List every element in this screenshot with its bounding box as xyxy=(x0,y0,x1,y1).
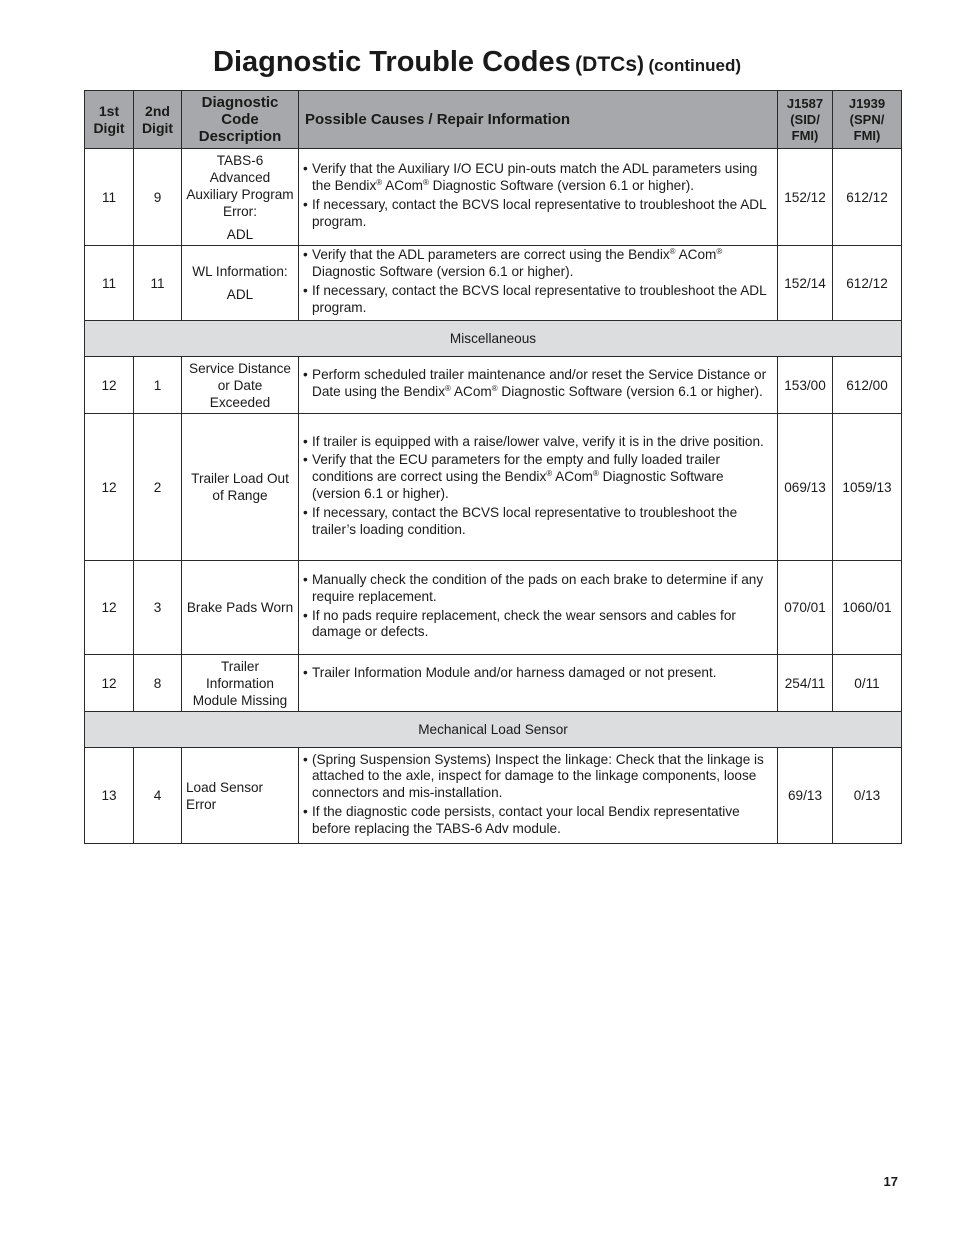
cause-item xyxy=(303,367,773,401)
j1939-cell: 1059/13 xyxy=(833,414,902,561)
cause-text: If necessary, contact the BCVS local representative to troubleshoot the ADL program. xyxy=(312,283,767,315)
bullet-icon: • xyxy=(303,504,308,520)
description-text: TABS-6 Advanced Auxiliary Program Error: xyxy=(186,152,294,219)
cause-text: If necessary, contact the BCVS local representative to troubleshoot the ADL program. xyxy=(312,197,767,229)
second-digit-cell: 8 xyxy=(134,655,182,712)
header-causes: Possible Causes / Repair Information xyxy=(299,91,778,149)
causes-cell xyxy=(299,748,778,844)
description-text: Trailer Load Out of Range xyxy=(191,471,289,503)
j1587-cell: 153/00 xyxy=(778,357,833,414)
j1939-cell: 0/11 xyxy=(833,655,902,712)
table-row xyxy=(85,246,902,321)
description-text: Brake Pads Worn xyxy=(186,600,294,615)
j1587-cell: 152/12 xyxy=(778,149,833,246)
table-row xyxy=(85,414,902,561)
second-digit-cell: 3 xyxy=(134,561,182,655)
j1587-cell: 69/13 xyxy=(778,748,833,844)
table-row xyxy=(85,149,902,246)
j1939-cell: 0/13 xyxy=(833,748,902,844)
causes-cell xyxy=(299,414,778,561)
header-description: Diagnostic Code Description xyxy=(182,91,299,149)
cause-item xyxy=(303,804,773,838)
header-j1939: J1939 (SPN/ FMI) xyxy=(833,91,902,149)
cause-item xyxy=(303,665,773,682)
bullet-icon: • xyxy=(303,571,308,587)
causes-cell xyxy=(299,561,778,655)
causes-list xyxy=(303,161,773,230)
section-row-miscellaneous xyxy=(85,321,902,357)
j1939-cell: 1060/01 xyxy=(833,561,902,655)
table-row xyxy=(85,561,902,655)
bullet-icon: • xyxy=(303,367,308,383)
title-continued: (continued) xyxy=(648,56,741,75)
cause-text: Manually check the condition of the pads on each brake to determine if any require replacement. xyxy=(312,571,764,604)
causes-list xyxy=(303,752,773,838)
cause-item xyxy=(303,434,773,451)
causes-list xyxy=(303,665,773,682)
cause-text: Verify that the Auxiliary I/O ECU pin-outs match the ADL parameters using the Bendix® ACom® Diagnostic Software (version 6.1 or higher). xyxy=(312,161,758,194)
cause-text: Verify that the ECU parameters for the empty and fully loaded trailer conditions are correct using the Bendix® ACom® Diagnostic Software (version 6.1 or higher). xyxy=(312,452,724,501)
bullet-icon: • xyxy=(303,803,308,819)
header-j1587: J1587 (SID/ FMI) xyxy=(778,91,833,149)
j1939-cell: 612/12 xyxy=(833,246,902,321)
j1587-cell: 070/01 xyxy=(778,561,833,655)
section-label: Mechanical Load Sensor xyxy=(85,712,902,748)
cause-text: Trailer Information Module and/or harness damaged or not present. xyxy=(312,665,717,680)
bullet-icon: • xyxy=(303,433,308,449)
bullet-icon: • xyxy=(303,247,308,263)
description-subtext: ADL xyxy=(226,287,254,302)
description-cell xyxy=(182,561,299,655)
second-digit-cell: 1 xyxy=(134,357,182,414)
table-row xyxy=(85,357,902,414)
header-second-digit: 2nd Digit xyxy=(134,91,182,149)
cause-item xyxy=(303,505,773,539)
bullet-icon: • xyxy=(303,751,308,767)
cause-item xyxy=(303,197,773,231)
description-text: Service Distance or Date Exceeded xyxy=(189,360,291,410)
description-cell xyxy=(182,357,299,414)
table-row xyxy=(85,655,902,712)
causes-cell xyxy=(299,149,778,246)
j1939-cell: 612/00 xyxy=(833,357,902,414)
cause-item xyxy=(303,608,773,642)
cause-text: If the diagnostic code persists, contact your local Bendix representative before replacing the TABS-6 Adv module. xyxy=(312,803,740,836)
dtc-table xyxy=(84,90,902,844)
header-first-digit: 1st Digit xyxy=(85,91,134,149)
cause-item xyxy=(303,452,773,502)
cause-item xyxy=(303,283,773,317)
first-digit-cell: 11 xyxy=(85,149,134,246)
second-digit-cell: 4 xyxy=(134,748,182,844)
title-sub: (DTCs) xyxy=(575,53,644,76)
j1587-cell: 152/14 xyxy=(778,246,833,321)
bullet-icon: • xyxy=(303,607,308,623)
cause-item xyxy=(303,572,773,606)
bullet-icon: • xyxy=(303,283,308,298)
second-digit-cell: 2 xyxy=(134,414,182,561)
table-header-row xyxy=(85,91,902,149)
description-text: Load Sensor Error xyxy=(186,779,264,812)
cause-text: Perform scheduled trailer maintenance and/or reset the Service Distance or Date using the Bendix® ACom® Diagnostic Software (version 6.1 or higher). xyxy=(312,367,767,399)
causes-list xyxy=(303,572,773,641)
bullet-icon: • xyxy=(303,197,308,212)
description-text: WL Information: xyxy=(192,264,288,279)
cause-text: If trailer is equipped with a raise/lower valve, verify it is in the drive position. xyxy=(312,433,764,449)
cause-item xyxy=(303,247,773,281)
causes-list xyxy=(303,247,773,316)
description-cell xyxy=(182,748,299,844)
bullet-icon: • xyxy=(303,452,308,468)
cause-text: If necessary, contact the BCVS local representative to troubleshoot the trailer’s loading condition. xyxy=(312,504,738,537)
cause-text: (Spring Suspension Systems) Inspect the linkage: Check that the linkage is attached to the axle, inspect for damage to the linkage components, loose connectors and mis-installation. xyxy=(312,751,764,801)
description-text: Trailer Information Module Missing xyxy=(192,658,288,708)
second-digit-cell: 11 xyxy=(134,246,182,321)
description-cell xyxy=(182,149,299,246)
causes-list xyxy=(303,434,773,539)
causes-list xyxy=(303,367,773,401)
description-cell xyxy=(182,414,299,561)
first-digit-cell: 12 xyxy=(85,414,134,561)
cause-text: If no pads require replacement, check the wear sensors and cables for damage or defects. xyxy=(312,607,736,640)
causes-cell xyxy=(299,246,778,321)
description-subtext: ADL xyxy=(226,226,254,242)
second-digit-cell: 9 xyxy=(134,149,182,246)
section-row-mechanical-load-sensor xyxy=(85,712,902,748)
first-digit-cell: 12 xyxy=(85,357,134,414)
causes-cell xyxy=(299,357,778,414)
first-digit-cell: 12 xyxy=(85,655,134,712)
causes-cell xyxy=(299,655,778,712)
j1939-cell: 612/12 xyxy=(833,149,902,246)
first-digit-cell: 11 xyxy=(85,246,134,321)
table-row xyxy=(85,748,902,844)
description-cell xyxy=(182,246,299,321)
page-number: 17 xyxy=(883,1174,898,1189)
cause-item xyxy=(303,161,773,195)
description-cell xyxy=(182,655,299,712)
bullet-icon: • xyxy=(303,665,308,680)
first-digit-cell: 13 xyxy=(85,748,134,844)
cause-text: Verify that the ADL parameters are correct using the Bendix® ACom® Diagnostic Software (version 6.1 or higher). xyxy=(312,247,723,280)
title-main: Diagnostic Trouble Codes xyxy=(213,46,571,78)
first-digit-cell: 12 xyxy=(85,561,134,655)
cause-item xyxy=(303,752,773,802)
section-label: Miscellaneous xyxy=(85,321,902,357)
j1587-cell: 069/13 xyxy=(778,414,833,561)
page-title xyxy=(0,46,954,79)
bullet-icon: • xyxy=(303,161,308,177)
j1587-cell: 254/11 xyxy=(778,655,833,712)
